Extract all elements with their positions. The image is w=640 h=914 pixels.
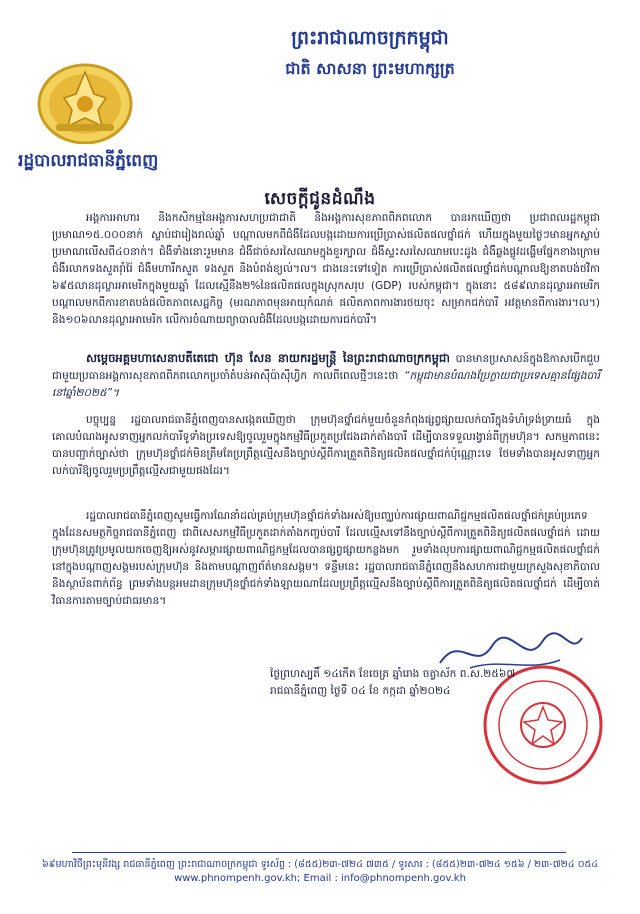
solar-date: រាជធានីភ្នំពេញ ថ្ងៃទី ០៤ ខែ កក្កដា ឆ្នាំ២០២៤ <box>270 685 451 697</box>
paragraph-text <box>52 350 600 402</box>
document-title: សេចក្តីជូនដំណឹង <box>264 189 376 209</box>
footer-address: ៦៩មហាវិថីព្រះមុនីវង្ស រាជធានីភ្នំពេញ ព្រះរាជាណាចក្រកម្ពុជា ទូរស័ព្ទ : (៨៥៥)២៣-៧២៤ ៧៣៥ / ទូរសារ : (៨៥៥)២៣-៧២៤ ១៥៦ / ២៣-៧២៤ ០៥៤ <box>41 859 599 870</box>
paragraph-text: បច្ចុប្បន្ន រដ្ឋបាលរាជធានីភ្នំពេញបានសង្កេតឃើញថា ក្រុមហ៊ុនថ្នាំជក់មួយចំនួនកំពុងផ្សព្វផ្សាយលក់បារីក្នុងទំហំទ្រង់ទ្រាយធំ ក្នុងគោលបំណងអូសទាញអ្នកលក់បារីទូទាំងប្រទេសឱ្យចូលរួមក្នុងកម្មវិធីប្រកួតប្រជែងដាក់តាំងបារី ដើម្បីបានទទួលរង្វាន់ពីក្រុមហ៊ុន។ សកម្មភាពនេះបានបញ្ជាក់ច្បាស់ថា ក្រុមហ៊ុនថ្នាំជក់មិនត្រឹមតែប្រព្រឹត្តល្មើសនឹងច្បាប់ស្តីពីការត្រួតពិនិត្យផលិតផលថ្នាំជក់ប៉ុណ្ណោះទេ ថែមទាំងបានអូសទាញអ្នកលក់បារីឱ្យចូលរួមប្រព្រឹត្តល្មើសជាមួយផងដែរ។ <box>52 414 600 477</box>
paragraph-text: រដ្ឋបាលរាជធានីភ្នំពេញសូមធ្វើការណែនាំដល់គ្រប់ក្រុមហ៊ុនថ្នាំជក់ទាំងអស់ឱ្យបញ្ឈប់ការផ្សាយពាណិជ្ជកម្មផលិតផលថ្នាំជក់គ្រប់ប្រភេទក្នុងដែនសមត្ថកិច្ចរាជធានីភ្នំពេញ ជាពិសេសកម្មវិធីប្រកួតដាក់តាំងកញ្ចប់បារី ដែលល្មើសទៅនឹងច្បាប់ស្តីពីការត្រួតពិនិត្យផលិតផលថ្នាំជក់ ដោយក្រុមហ៊ុនត្រូវប្រមូលយកចេញឱ្យអស់នូវសម្ភារផ្សាយពាណិជ្ជកម្មដែលបានផ្សព្វផ្សាយកន្លងមក រួមទាំងលុបការផ្សាយពាណិជ្ជកម្មផលិតផលថ្នាំជក់នៅក្នុងបណ្តាញសង្គមរបស់ក្រុមហ៊ុន និងតាមបណ្តាញព័ត៌មានសង្គម។ ទន្ទឹមនេះ រដ្ឋបាលរាជធានីភ្នំពេញនឹងសហការជាមួយក្រសួងសុខាភិបាល និងស្ថាប័នពាក់ព័ន្ធ ព្រមទាំងបន្តអមដានក្រុមហ៊ុនថ្នាំជក់ទាំងឡាយណាដែលប្រព្រឹត្តល្មើសនឹងច្បាប់ស្តីពីការត្រួតពិនិត្យផលិតផលថ្នាំជក់ ដើម្បីចាត់វិធានការតាមច្បាប់ជាធរមាន។ <box>52 510 600 607</box>
kingdom-heading: ព្រះរាជាណាចក្រកម្ពុជា <box>291 27 449 49</box>
national-motto: ជាតិ សាសនា ព្រះមហាក្សត្រ <box>285 59 455 78</box>
paragraph-quote: “កម្ពុជាមានបំណងប្រែក្លាយជាប្រទេសគ្មានផ្សែងបារីនៅឆ្នាំ២០២៥”។ <box>52 370 600 399</box>
issuer-name: រដ្ឋបាលរាជធានីភ្នំពេញ <box>18 151 159 171</box>
paragraph-1 <box>52 210 600 335</box>
footer-contact: www.phnompenh.gov.kh; Email : info@phnompenh.gov.kh <box>174 873 466 884</box>
date-block <box>270 668 515 702</box>
lunar-date: ថ្ងៃព្រហស្បតិ៍ ១៤កើត ខែចេត្រ ឆ្នាំរោង ចត្វាស័ក ព.ស.២៥៦៧ <box>270 668 516 680</box>
paragraph-emphasis: សម្តេចអគ្គមហាសេនាបតីតេជោ ហ៊ុន សែន នាយករដ្ឋមន្ត្រី នៃព្រះរាជាណាចក្រកម្ពុជា <box>86 351 450 365</box>
paragraph-2 <box>52 350 600 408</box>
paragraph-body: បានមានប្រសាសន៍ក្នុងឱកាសបើកជួបជាមួយប្រធានអង្គការសុខភាពពិភពលោកប្រចាំតំបន់អាស៊ីប៉ាស៊ីហ្វិក កាលពីពេលថ្មីៗនេះថា <box>52 353 600 382</box>
city-emblem-logo <box>36 58 134 144</box>
footer-divider <box>72 852 566 853</box>
paragraph-text: អង្គការអាហារ និងកសិកម្មនៃអង្គការសហប្រជាជាតិ និងអង្គការសុខភាពពិភពលោក បានរកឃើញថា ប្រជាពលរដ្ឋកម្ពុជាប្រមាណ១៥.០០០នាក់ ស្លាប់ជារៀងរាល់ឆ្នាំ បណ្តាលមកពីជំងឺដែលបង្កដោយការប្រើប្រាស់ផលិតផលថ្នាំជក់ ហើយក្នុងមួយថ្ងៃៗមានអ្នកស្លាប់ប្រមាណលើសពី៤០នាក់។ ជំងឺទាំងនោះរួមមាន ជំងឺជាច់សរសៃឈាមក្នុងខួរក្បាល ជំងឺស្ទះសរសៃឈាមបេះដូង ជំងឺឆ្លងផ្លូវដង្ហើមផ្នែកខាងក្រោម ជំងឺរលាកទងសួតរ៉ាំរ៉ៃ ជំងឺមហារីកសួត ទងសួត និងបំពង់ខ្យល់។ល។ ជាងនេះទៅទៀត ការប្រើប្រាស់ផលិតផលថ្នាំជក់បណ្តាលឱ្យខាតបង់ថវិកា ៦៩៥លានដុល្លារអាមេរិកក្នុងមួយឆ្នាំ ដែលស្មើនឹង២%នៃផលិតផលក្នុងស្រុកសរុប (GDP) របស់កម្ពុជា។ ក្នុងនោះ ៥៨៩លានដុល្លារអាមេរិក បណ្តាលមកពីការខាតបង់ផលិតភាពសេដ្ឋកិច្ច (មរណភាពមុនអាយុកំណត់ ផលិតភាពការងារថយចុះ សម្រាកជក់បារី អវត្តមានពីការងារ។ល។) និង១០៦លានដុល្លារអាមេរិក លើការចំណាយព្យាបាលជំងឺដែលបង្កដោយការជក់បារី។ <box>52 212 600 326</box>
paragraph-3 <box>52 412 600 486</box>
paragraph-4 <box>52 508 600 616</box>
